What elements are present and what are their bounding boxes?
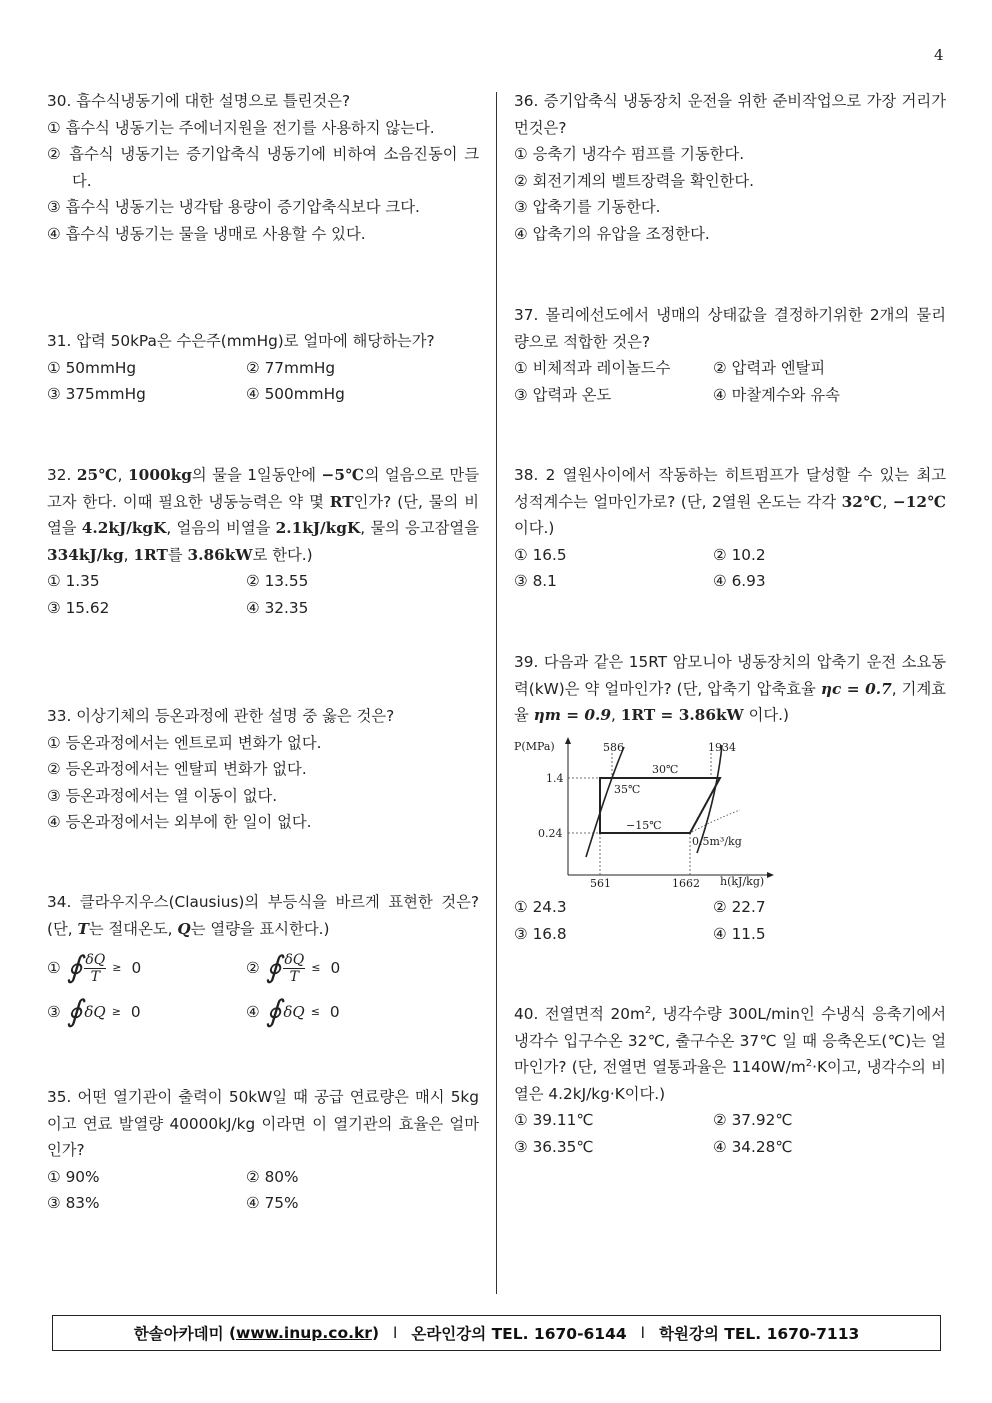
option-3[interactable]: ③ ∮ δQ ≥ 0: [47, 993, 141, 1029]
option-3[interactable]: ③ 36.35℃: [514, 1137, 594, 1156]
option-4[interactable]: ④ ∮ δQ ≤ 0: [246, 993, 340, 1029]
question-stem: 31. 압력 50kPa은 수은주(mmHg)로 얼마에 해당하는가?: [47, 332, 435, 350]
question-36: [514, 88, 946, 248]
x-axis-label: h(kJ/kg): [720, 875, 765, 888]
online-tel: 온라인강의 TEL. 1670-6144: [411, 1325, 627, 1343]
option-1[interactable]: ① ∮ $\frac{\delta Q}{T}$ ≥ 0: [47, 949, 142, 985]
question-stem: 33. 이상기체의 등온과정에 관한 설명 중 옳은 것은?: [47, 707, 395, 725]
option-4[interactable]: ④ 500mmHg: [246, 385, 345, 404]
option-2[interactable]: ② 13.55: [246, 572, 309, 591]
option-2[interactable]: ② 흡수식 냉동기는 증기압축식 냉동기에 비하여 소음진동이 크다.: [47, 145, 479, 190]
option-1[interactable]: ① 흡수식 냉동기는 주에너지원을 전기를 사용하지 않는다.: [47, 118, 435, 137]
question-35: [47, 1084, 479, 1217]
contour-integral-icon: ∮: [265, 993, 282, 1029]
footer-banner: 한솔아카데미 ( www.inup.co.kr ) l 온라인강의 TEL. 1670-6144 l 학원강의 TEL. 1670-7113: [52, 1315, 941, 1351]
question-38: [514, 462, 946, 595]
option-4[interactable]: ④ 11.5: [713, 924, 766, 943]
option-4[interactable]: ④ 압축기의 유압을 조정한다.: [514, 224, 710, 243]
option-4[interactable]: ④ 34.28℃: [713, 1137, 793, 1156]
question-30: [47, 88, 479, 248]
enthalpy-label-1934: 1934: [708, 741, 736, 754]
option-4[interactable]: ④ 75%: [246, 1194, 299, 1213]
option-4[interactable]: ④ 32.35: [246, 598, 309, 617]
option-2[interactable]: ② 80%: [246, 1167, 299, 1186]
option-3[interactable]: ③ 83%: [47, 1194, 100, 1213]
question-stem: 39. 다음과 같은 15RT 암모니아 냉동장치의 압축기 운전 소요동력(kW)은 약 얼마인가? (단, 압축기 압축효율 ηc = 0.7, 기계효율 ηm = 0.9, 1RT = 3.86kW 이다.): [514, 653, 946, 725]
saturated-liquid-line: [586, 747, 624, 857]
option-3[interactable]: ③ 흡수식 냉동기는 냉각탑 용량이 증기압축식보다 크다.: [47, 198, 420, 217]
specific-volume-label: 0.5m³/kg: [692, 835, 742, 848]
question-33: [47, 703, 479, 836]
question-stem: 35. 어떤 열기관이 출력이 50kW일 때 공급 연료량은 매시 5kg이고 연료 발열량 40000kJ/kg 이라면 이 열기관의 효율은 얼마인가?: [47, 1088, 479, 1160]
question-32: [47, 462, 479, 622]
option-4[interactable]: ④ 6.93: [713, 572, 766, 591]
contour-integral-icon: ∮: [66, 993, 83, 1029]
temp-label-30: 30℃: [652, 763, 679, 776]
option-1[interactable]: ① 39.11℃: [514, 1111, 594, 1130]
x-axis-arrow-icon: [767, 872, 774, 878]
option-2[interactable]: ② 22.7: [713, 898, 766, 916]
option-2[interactable]: ② 압력과 엔탈피: [713, 359, 826, 378]
option-2[interactable]: ② 회전기계의 벨트장력을 확인한다.: [514, 171, 755, 190]
option-3[interactable]: ③ 16.8: [514, 924, 567, 943]
question-stem: 37. 몰리에선도에서 냉매의 상태값을 결정하기위한 2개의 물리량으로 적합한 것은?: [514, 306, 946, 351]
y-axis-arrow-icon: [565, 737, 571, 744]
option-3[interactable]: ③ 압력과 온도: [514, 385, 612, 404]
option-3[interactable]: ③ 15.62: [47, 598, 110, 617]
option-3[interactable]: ③ 압축기를 기동한다.: [514, 198, 661, 217]
enthalpy-label-561: 561: [590, 877, 611, 890]
question-stem: 32. 25℃, 1000kg의 물을 1일동안에 −5℃의 얼음으로 만들고자 한다. 이때 필요한 냉동능력은 약 몇 RT인가? (단, 물의 비열을 4.2kJ/kgK, 얼음의 비열을 2.1kJ/kgK, 물의 응고잠열을 334kJ/kg, 1RT를 3.86kW로 한다.): [47, 466, 479, 564]
page-number: 4: [934, 46, 944, 64]
option-2[interactable]: ② 77mmHg: [246, 358, 336, 377]
contour-integral-icon: ∮: [265, 949, 282, 985]
option-4[interactable]: ④ 흡수식 냉동기는 물을 냉매로 사용할 수 있다.: [47, 224, 366, 243]
ph-diagram-svg: [514, 735, 776, 891]
y-axis-label: P(MPa): [514, 740, 555, 753]
temp-label-35: 35℃: [614, 783, 641, 796]
academy-link[interactable]: www.inup.co.kr: [236, 1324, 372, 1342]
question-31: [47, 328, 479, 408]
option-1[interactable]: ① 등온과정에서는 엔트로피 변화가 없다.: [47, 733, 322, 752]
option-2[interactable]: ② 10.2: [713, 545, 766, 564]
specific-volume-line: [692, 810, 740, 832]
enthalpy-label-586: 586: [603, 741, 624, 754]
option-2[interactable]: ② 37.92℃: [713, 1111, 793, 1130]
option-1[interactable]: ① 1.35: [47, 572, 100, 591]
offline-tel: 학원강의 TEL. 1670-7113: [658, 1325, 860, 1343]
column-divider: [496, 92, 497, 1294]
option-1[interactable]: ① 24.3: [514, 898, 567, 916]
option-2[interactable]: ② 등온과정에서는 엔탈피 변화가 없다.: [47, 760, 307, 779]
temp-label-minus15: −15℃: [626, 819, 662, 832]
question-37: [514, 302, 946, 408]
question-40: [514, 1001, 946, 1161]
option-1[interactable]: ① 50mmHg: [47, 358, 137, 377]
pressure-label-high: 1.4: [546, 772, 564, 785]
ph-diagram: [514, 735, 776, 895]
pressure-label-low: 0.24: [538, 827, 563, 840]
option-3[interactable]: ③ 375mmHg: [47, 385, 146, 404]
question-34: [47, 889, 479, 1034]
option-1[interactable]: ① 16.5: [514, 545, 567, 564]
option-1[interactable]: ① 응축기 냉각수 펌프를 기동한다.: [514, 145, 745, 164]
option-2[interactable]: ② ∮ $\frac{\delta Q}{T}$ ≤ 0: [246, 949, 341, 985]
option-3[interactable]: ③ 8.1: [514, 572, 557, 591]
academy-name: 한솔아카데미: [133, 1325, 224, 1343]
option-4[interactable]: ④ 등온과정에서는 외부에 한 일이 없다.: [47, 813, 312, 832]
option-1[interactable]: ① 비체적과 레이놀드수: [514, 359, 671, 378]
footer-separator: l: [393, 1324, 398, 1342]
question-stem: 40. 전열면적 $20m^2$, 냉각수량 300L/min인 수냉식 응축기에서 냉각수 입구수온 32℃, 출구수온 37℃ 일 때 응축온도(℃)는 얼마인가? (단, 전열면 열통과율은 $1140W/m^2\cdot K$이고, 냉각수의 비열은 4.2kJ/kg·K이다.): [514, 1004, 946, 1103]
option-3[interactable]: ③ 등온과정에서는 열 이동이 없다.: [47, 786, 278, 805]
footer-separator: l: [640, 1324, 645, 1342]
question-stem: 36. 증기압축식 냉동장치 운전을 위한 준비작업으로 가장 거리가 먼것은?: [514, 92, 946, 137]
option-1[interactable]: ① 90%: [47, 1167, 100, 1186]
enthalpy-label-1662: 1662: [672, 877, 700, 890]
question-stem: 30. 흡수식냉동기에 대한 설명으로 틀린것은?: [47, 92, 351, 110]
question-stem: 34. 클라우지우스(Clausius)의 부등식을 바르게 표현한 것은? (단, T는 절대온도, Q는 열량을 표시한다.): [47, 893, 479, 938]
contour-integral-icon: ∮: [66, 949, 83, 985]
question-stem: 38. 2 열원사이에서 작동하는 히트펌프가 달성할 수 있는 최고 성적계수는 얼마인가로? (단, 2열원 온도는 각각 32℃, −12℃ 이다.): [514, 466, 946, 538]
option-4[interactable]: ④ 마찰계수와 유속: [713, 385, 840, 404]
guide-lines: [568, 753, 711, 875]
